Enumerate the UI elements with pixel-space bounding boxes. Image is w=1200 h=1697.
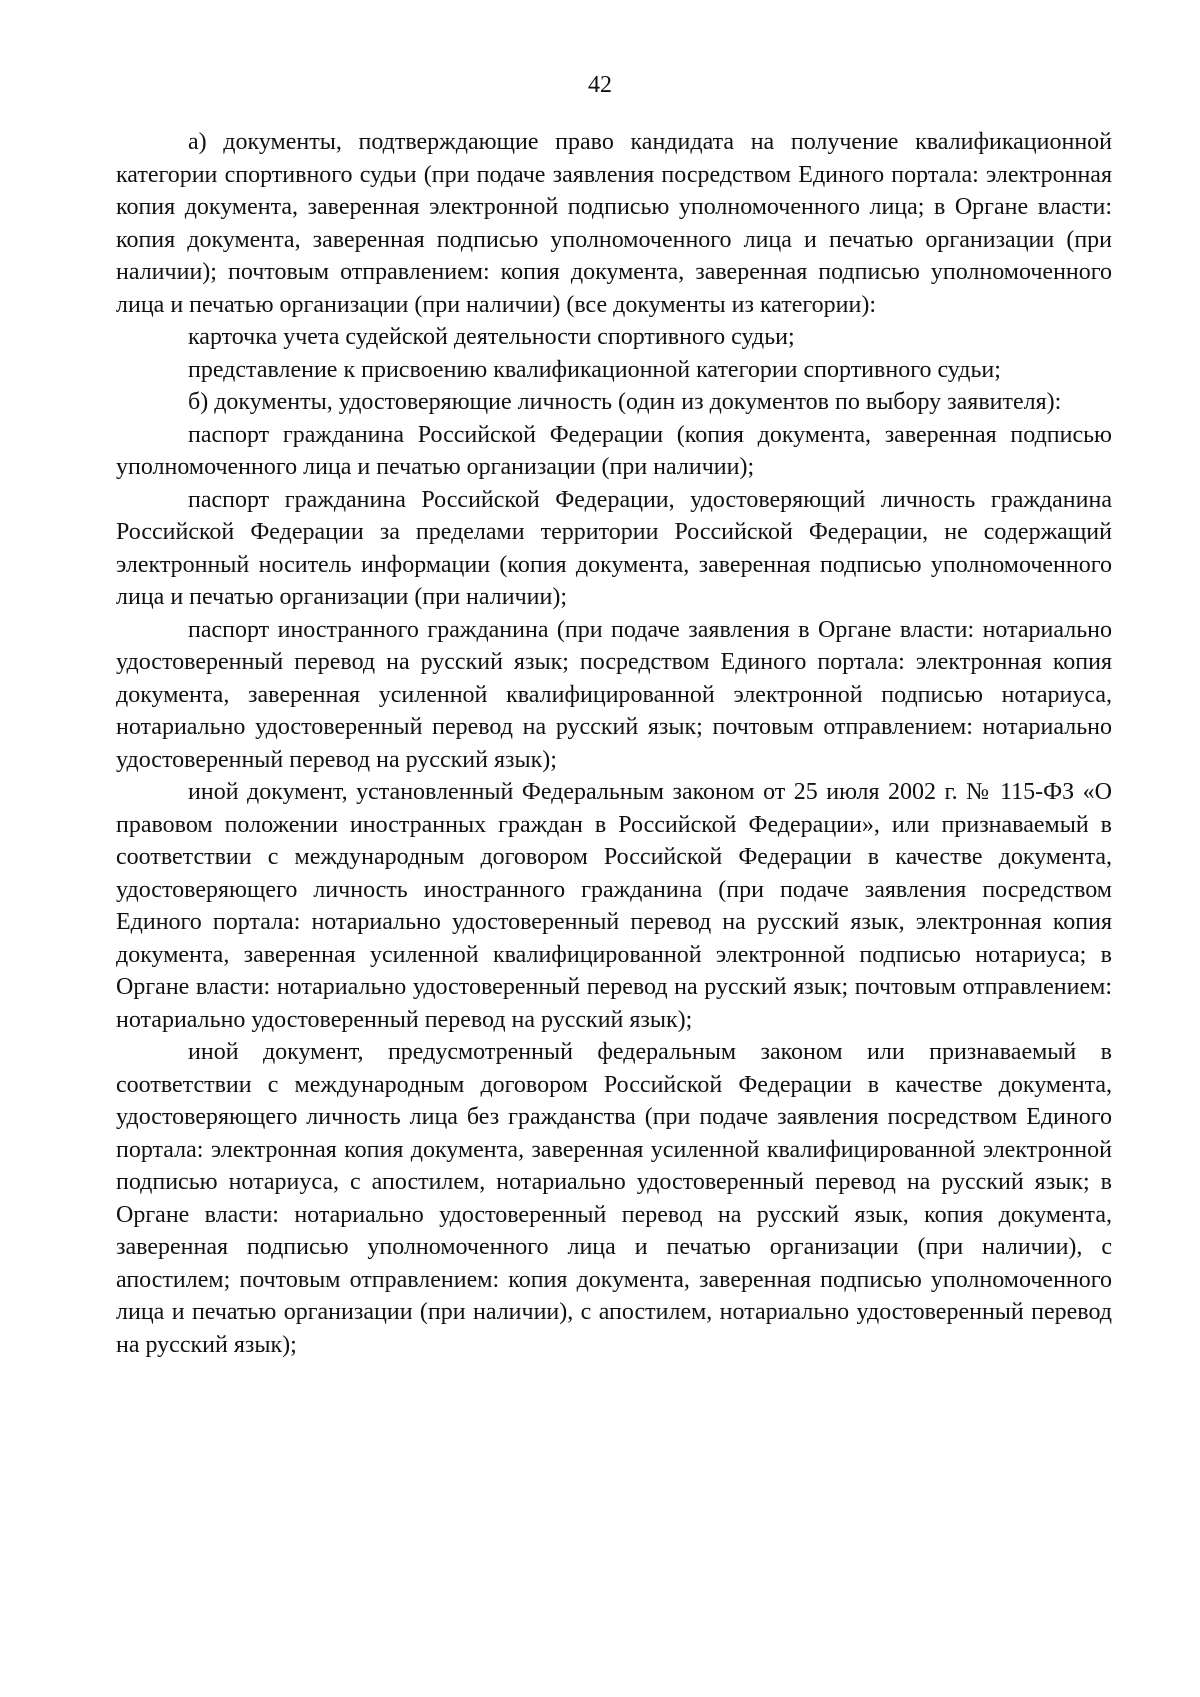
- page-number: 42: [588, 72, 612, 98]
- paragraph-foreign-citizen-passport: паспорт иностранного гражданина (при подаче заявления в Органе власти: нотариально удостоверенный перевод на русский язык; посредством Единого портала: электронная копия документа, заверенная усиленной квалифицированной электронной подписью нотариуса, нотариально удостоверенный перевод на русский язык; почтовым отправлением: нотариально удостоверенный перевод на русский язык);: [116, 616, 1112, 773]
- paragraph-a-qualification-documents: а) документы, подтверждающие право кандидата на получение квалификационной категории спортивного судьи (при подаче заявления посредством Единого портала: электронная копия документа, заверенная электронной подписью уполномоченного лица; в Органе власти: копия документа, заверенная подписью уполномоченного лица и печатью организации (при наличии); почтовым отправлением: копия документа, заверенная подписью уполномоченного лица и печатью организации (при наличии) (все документы из категории):: [116, 129, 1112, 318]
- paragraph-category-submission: представление к присвоению квалификационной категории спортивного судьи;: [188, 356, 1001, 383]
- document-body: [116, 126, 1112, 1361]
- paragraph-b-identity-documents: б) документы, удостоверяющие личность (один из документов по выбору заявителя):: [188, 389, 1062, 415]
- paragraph-other-document-foreign-citizen: иной документ, установленный Федеральным законом от 25 июля 2002 г. № 115-ФЗ «О правовом положении иностранных граждан в Российской Федерации», или признаваемый в соответствии с международным договором Российской Федерации в качестве документа, удостоверяющего личность иностранного гражданина (при подаче заявления посредством Единого портала: нотариально удостоверенный перевод на русский язык, электронная копия документа, заверенная усиленной квалифицированной электронной подписью нотариуса; в Органе власти: нотариально удостоверенный перевод на русский язык; почтовым отправлением: нотариально удостоверенный перевод на русский язык);: [116, 779, 1112, 1033]
- paragraph-judge-activity-card: карточка учета судейской деятельности спортивного судьи;: [188, 324, 795, 350]
- paragraph-russian-passport: паспорт гражданина Российской Федерации (копия документа, заверенная подписью уполномоченного лица и печатью организации (при наличии);: [116, 421, 1112, 480]
- paragraph-foreign-travel-passport: паспорт гражданина Российской Федерации, удостоверяющий личность гражданина Российской Федерации за пределами территории Российской Федерации, не содержащий электронный носитель информации (копия документа, заверенная подписью уполномоченного лица и печатью организации (при наличии);: [116, 486, 1112, 610]
- paragraph-other-document-stateless: иной документ, предусмотренный федеральным законом или признаваемый в соответствии с международным договором Российской Федерации в качестве документа, удостоверяющего личность лица без гражданства (при подаче заявления посредством Единого портала: электронная копия документа, заверенная усиленной квалифицированной электронной подписью нотариуса, с апостилем, нотариально удостоверенный перевод на русский язык; в Органе власти: нотариально удостоверенный перевод на русский язык, копия документа, заверенная подписью уполномоченного лица и печатью организации (при наличии), с апостилем; почтовым отправлением: копия документа, заверенная подписью уполномоченного лица и печатью организации (при наличии), с апостилем, нотариально удостоверенный перевод на русский язык);: [116, 1039, 1112, 1358]
